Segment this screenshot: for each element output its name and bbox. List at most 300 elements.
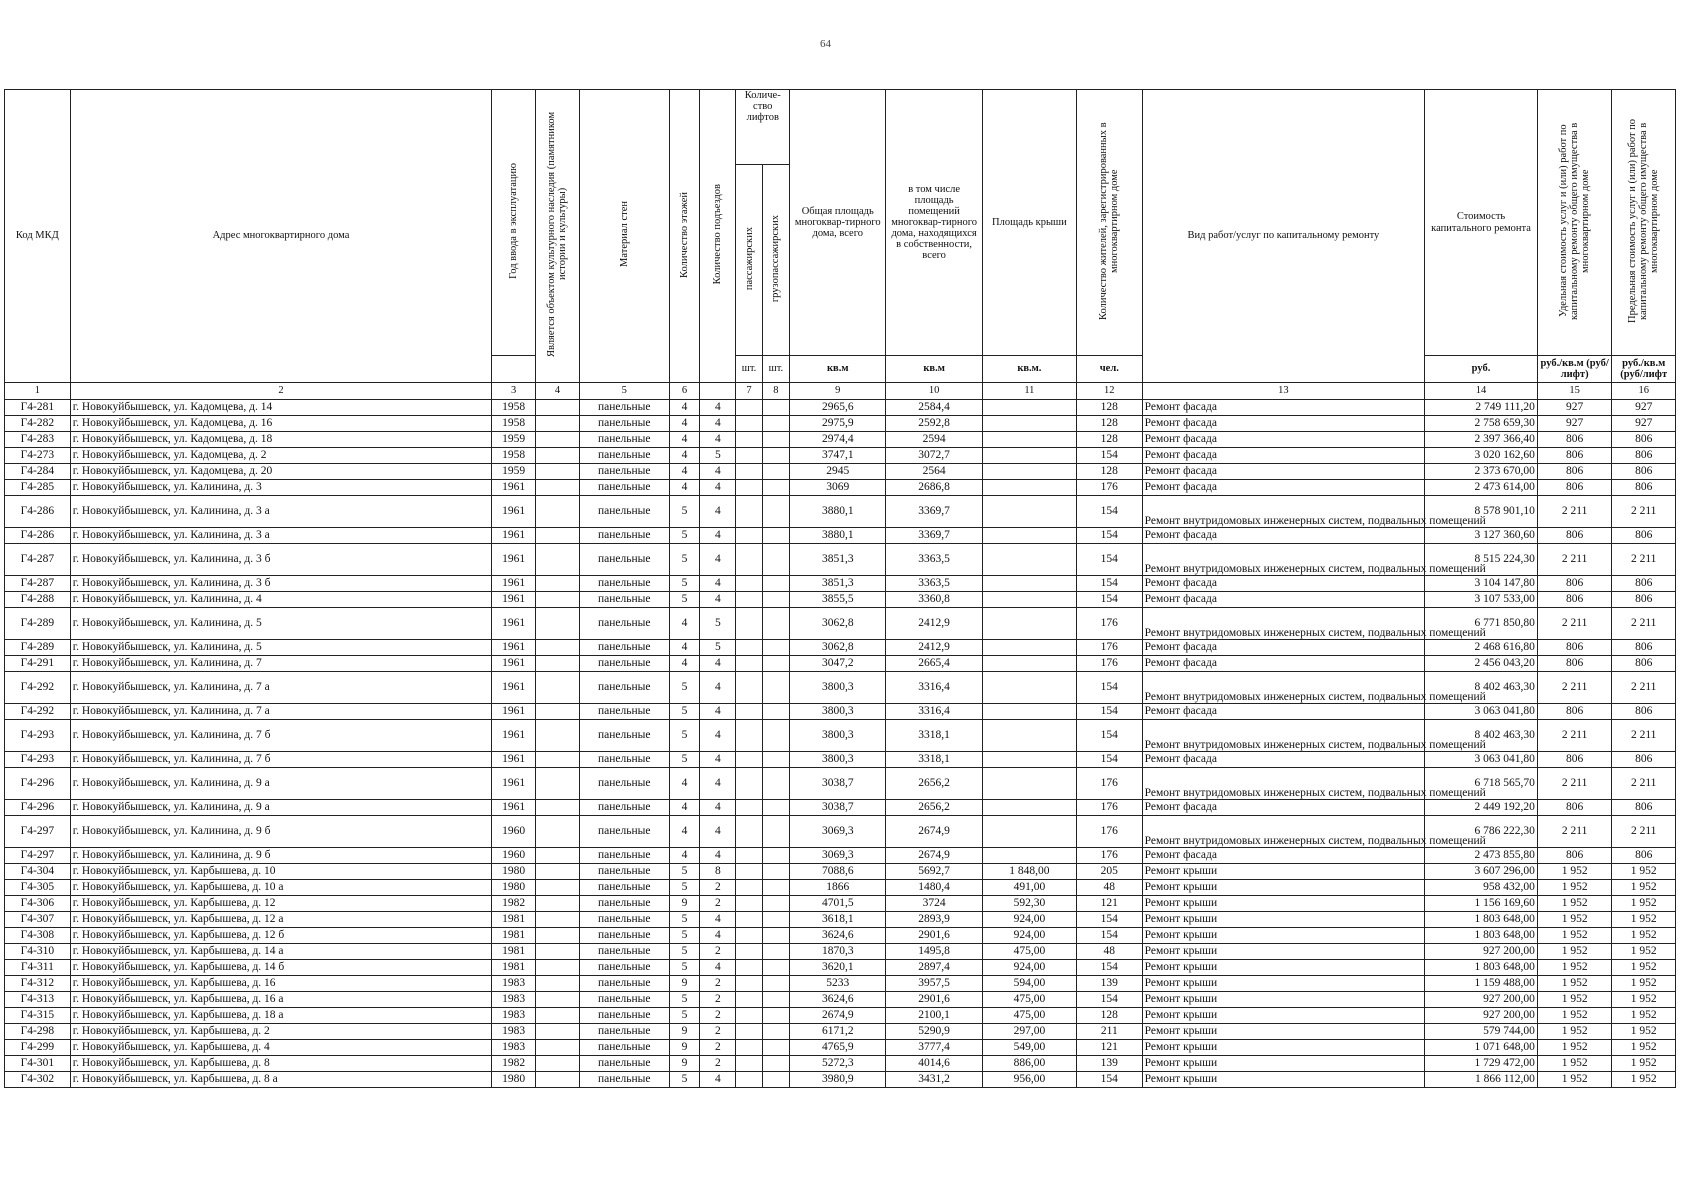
row-floors: 5	[669, 496, 700, 528]
row-total-area: 3980,9	[790, 1072, 886, 1088]
unit-pcs-1: шт.	[736, 356, 762, 383]
row-lifts-freight	[762, 928, 789, 944]
row-floors: 4	[669, 432, 700, 448]
row-entrances: 5	[700, 640, 736, 656]
row-entrances: 4	[700, 768, 736, 800]
row-owned-area: 2665,4	[886, 656, 982, 672]
row-roof-area	[982, 672, 1076, 704]
row-owned-area: 1495,8	[886, 944, 982, 960]
row-code: Г4-307	[5, 912, 71, 928]
table-row	[5, 656, 1676, 672]
row-heritage	[536, 992, 580, 1008]
row-max-cost: 1 952	[1612, 960, 1676, 976]
row-material: панельные	[579, 976, 669, 992]
row-entrances: 2	[700, 1024, 736, 1040]
row-material: панельные	[579, 1024, 669, 1040]
col-number: 4	[536, 383, 580, 400]
row-work-type: Ремонт фасада	[1142, 528, 1425, 544]
table-body	[5, 400, 1676, 1088]
row-max-cost: 806	[1612, 464, 1676, 480]
row-total-area: 3800,3	[790, 752, 886, 768]
row-lifts-freight	[762, 400, 789, 416]
table-row	[5, 1008, 1676, 1024]
row-year: 1961	[492, 656, 536, 672]
row-lifts-passenger	[736, 400, 762, 416]
table-row	[5, 912, 1676, 928]
row-residents: 139	[1076, 1056, 1142, 1072]
row-entrances: 4	[700, 704, 736, 720]
row-address: г. Новокуйбышевск, ул. Кадомцева, д. 16	[70, 416, 492, 432]
row-lifts-freight	[762, 592, 789, 608]
row-owned-area: 2594	[886, 432, 982, 448]
col-number: 8	[762, 383, 789, 400]
row-address: г. Новокуйбышевск, ул. Карбышева, д. 4	[70, 1040, 492, 1056]
row-roof-area	[982, 768, 1076, 800]
header-max-cost: Предельная стоимость услуг и (или) работ по капитальному ремонту общего имущества в многоквартирном доме	[1627, 118, 1661, 324]
page-number: 64	[820, 38, 831, 50]
row-entrances: 4	[700, 400, 736, 416]
row-max-cost: 2 211	[1612, 608, 1676, 640]
col-number: 5	[579, 383, 669, 400]
row-owned-area: 2897,4	[886, 960, 982, 976]
row-material: панельные	[579, 672, 669, 704]
row-unit-cost: 806	[1537, 480, 1611, 496]
row-cost: 1 071 648,00	[1425, 1040, 1538, 1056]
row-floors: 9	[669, 1040, 700, 1056]
row-entrances: 2	[700, 992, 736, 1008]
row-owned-area: 2412,9	[886, 640, 982, 656]
row-work-type: Ремонт фасада	[1142, 640, 1425, 656]
table-row	[5, 576, 1676, 592]
row-cost: 579 744,00	[1425, 1024, 1538, 1040]
table-row	[5, 416, 1676, 432]
row-roof-area: 475,00	[982, 1008, 1076, 1024]
row-cost: 8 402 463,30	[1425, 672, 1538, 704]
row-material: панельные	[579, 864, 669, 880]
row-cost: 3 020 162,60	[1425, 448, 1538, 464]
row-owned-area: 2656,2	[886, 768, 982, 800]
row-lifts-freight	[762, 880, 789, 896]
row-roof-area	[982, 608, 1076, 640]
row-floors: 5	[669, 1072, 700, 1088]
row-material: панельные	[579, 848, 669, 864]
row-heritage	[536, 464, 580, 480]
row-owned-area: 3957,5	[886, 976, 982, 992]
row-material: панельные	[579, 960, 669, 976]
row-floors: 5	[669, 1008, 700, 1024]
row-residents: 176	[1076, 640, 1142, 656]
row-cost: 927 200,00	[1425, 1008, 1538, 1024]
row-material: панельные	[579, 544, 669, 576]
row-total-area: 3038,7	[790, 768, 886, 800]
row-cost: 2 449 192,20	[1425, 800, 1538, 816]
row-max-cost: 806	[1612, 528, 1676, 544]
row-material: панельные	[579, 1072, 669, 1088]
row-material: панельные	[579, 432, 669, 448]
row-max-cost: 1 952	[1612, 944, 1676, 960]
row-code: Г4-312	[5, 976, 71, 992]
header-lifts: Количе-ство лифтов	[744, 90, 781, 124]
row-floors: 5	[669, 544, 700, 576]
row-roof-area	[982, 656, 1076, 672]
table-row	[5, 640, 1676, 656]
row-lifts-freight	[762, 496, 789, 528]
row-code: Г4-292	[5, 672, 71, 704]
row-code: Г4-308	[5, 928, 71, 944]
row-entrances: 2	[700, 944, 736, 960]
row-lifts-passenger	[736, 816, 762, 848]
row-address: г. Новокуйбышевск, ул. Карбышева, д. 18 а	[70, 1008, 492, 1024]
row-address: г. Новокуйбышевск, ул. Калинина, д. 3	[70, 480, 492, 496]
table-row	[5, 816, 1676, 848]
row-roof-area: 594,00	[982, 976, 1076, 992]
row-floors: 4	[669, 608, 700, 640]
header-owned-area: в том числе площадь помещений многоквар-тирного дома, находящихся в собственности, всего	[891, 183, 977, 262]
header-heritage: Является объектом культурного наследия (памятником истории и культуры)	[546, 111, 569, 358]
row-heritage	[536, 848, 580, 864]
row-address: г. Новокуйбышевск, ул. Кадомцева, д. 2	[70, 448, 492, 464]
row-unit-cost: 806	[1537, 656, 1611, 672]
row-heritage	[536, 656, 580, 672]
row-year: 1982	[492, 1056, 536, 1072]
row-address: г. Новокуйбышевск, ул. Калинина, д. 3 б	[70, 544, 492, 576]
row-year: 1980	[492, 880, 536, 896]
row-total-area: 3880,1	[790, 496, 886, 528]
row-owned-area: 3363,5	[886, 544, 982, 576]
row-lifts-passenger	[736, 544, 762, 576]
row-total-area: 3747,1	[790, 448, 886, 464]
row-owned-area: 3369,7	[886, 496, 982, 528]
row-code: Г4-288	[5, 592, 71, 608]
row-lifts-passenger	[736, 672, 762, 704]
row-residents: 128	[1076, 400, 1142, 416]
row-roof-area: 475,00	[982, 944, 1076, 960]
row-floors: 5	[669, 672, 700, 704]
row-heritage	[536, 1040, 580, 1056]
row-roof-area	[982, 720, 1076, 752]
row-lifts-passenger	[736, 656, 762, 672]
row-unit-cost: 1 952	[1537, 992, 1611, 1008]
row-work-type: Ремонт крыши	[1142, 896, 1425, 912]
row-total-area: 1870,3	[790, 944, 886, 960]
row-total-area: 3800,3	[790, 704, 886, 720]
row-unit-cost: 2 211	[1537, 816, 1611, 848]
header-lifts-passenger: пассажирских	[743, 226, 755, 291]
row-entrances: 4	[700, 528, 736, 544]
row-heritage	[536, 576, 580, 592]
row-max-cost: 806	[1612, 448, 1676, 464]
row-year: 1960	[492, 816, 536, 848]
row-code: Г4-284	[5, 464, 71, 480]
row-cost: 2 473 855,80	[1425, 848, 1538, 864]
row-lifts-passenger	[736, 592, 762, 608]
header-residents: Количество жителей, зарегистрированных в многоквартирном доме	[1098, 122, 1121, 320]
row-residents: 154	[1076, 960, 1142, 976]
row-material: панельные	[579, 464, 669, 480]
row-address: г. Новокуйбышевск, ул. Карбышева, д. 12 б	[70, 928, 492, 944]
row-entrances: 2	[700, 976, 736, 992]
row-total-area: 3069,3	[790, 848, 886, 864]
row-max-cost: 1 952	[1612, 1056, 1676, 1072]
unit-pcs-2: шт.	[762, 356, 789, 383]
row-work-type: Ремонт фасада	[1142, 800, 1425, 816]
row-cost: 2 473 614,00	[1425, 480, 1538, 496]
row-material: панельные	[579, 704, 669, 720]
row-address: г. Новокуйбышевск, ул. Кадомцева, д. 18	[70, 432, 492, 448]
row-unit-cost: 1 952	[1537, 960, 1611, 976]
row-roof-area: 1 848,00	[982, 864, 1076, 880]
row-unit-cost: 806	[1537, 752, 1611, 768]
header-floors: Количество этажей	[678, 191, 690, 278]
row-work-type: Ремонт внутридомовых инженерных систем, подвальных помещений	[1142, 672, 1425, 704]
row-material: панельные	[579, 992, 669, 1008]
row-work-type: Ремонт фасада	[1142, 848, 1425, 864]
row-heritage	[536, 752, 580, 768]
table-row	[5, 480, 1676, 496]
row-address: г. Новокуйбышевск, ул. Калинина, д. 3 а	[70, 496, 492, 528]
row-heritage	[536, 928, 580, 944]
table-row	[5, 848, 1676, 864]
row-heritage	[536, 672, 580, 704]
row-code: Г4-292	[5, 704, 71, 720]
row-cost: 958 432,00	[1425, 880, 1538, 896]
row-entrances: 2	[700, 1056, 736, 1072]
row-entrances: 4	[700, 432, 736, 448]
row-address: г. Новокуйбышевск, ул. Карбышева, д. 12	[70, 896, 492, 912]
row-work-type: Ремонт внутридомовых инженерных систем, подвальных помещений	[1142, 544, 1425, 576]
row-owned-area: 2893,9	[886, 912, 982, 928]
row-address: г. Новокуйбышевск, ул. Карбышева, д. 14 б	[70, 960, 492, 976]
row-total-area: 7088,6	[790, 864, 886, 880]
row-entrances: 2	[700, 1008, 736, 1024]
row-lifts-passenger	[736, 896, 762, 912]
row-owned-area: 3360,8	[886, 592, 982, 608]
row-residents: 154	[1076, 672, 1142, 704]
row-unit-cost: 1 952	[1537, 1024, 1611, 1040]
row-roof-area: 592,30	[982, 896, 1076, 912]
row-material: панельные	[579, 944, 669, 960]
col-number: 7	[736, 383, 762, 400]
row-heritage	[536, 592, 580, 608]
row-residents: 154	[1076, 704, 1142, 720]
row-residents: 205	[1076, 864, 1142, 880]
row-address: г. Новокуйбышевск, ул. Карбышева, д. 8	[70, 1056, 492, 1072]
row-cost: 3 127 360,60	[1425, 528, 1538, 544]
row-lifts-passenger	[736, 960, 762, 976]
row-work-type: Ремонт фасада	[1142, 704, 1425, 720]
row-work-type: Ремонт крыши	[1142, 928, 1425, 944]
row-unit-cost: 806	[1537, 800, 1611, 816]
row-lifts-passenger	[736, 1024, 762, 1040]
row-year: 1961	[492, 544, 536, 576]
row-work-type: Ремонт фасада	[1142, 480, 1425, 496]
row-residents: 176	[1076, 848, 1142, 864]
row-lifts-passenger	[736, 1056, 762, 1072]
row-lifts-freight	[762, 544, 789, 576]
row-heritage	[536, 704, 580, 720]
row-work-type: Ремонт крыши	[1142, 1056, 1425, 1072]
row-cost: 3 063 041,80	[1425, 752, 1538, 768]
row-owned-area: 3318,1	[886, 752, 982, 768]
row-total-area: 3800,3	[790, 720, 886, 752]
row-lifts-passenger	[736, 704, 762, 720]
unit-year	[492, 356, 536, 383]
row-code: Г4-305	[5, 880, 71, 896]
table-row	[5, 544, 1676, 576]
row-cost: 8 402 463,30	[1425, 720, 1538, 752]
row-lifts-freight	[762, 864, 789, 880]
table-row	[5, 496, 1676, 528]
row-material: панельные	[579, 576, 669, 592]
row-residents: 176	[1076, 480, 1142, 496]
row-roof-area	[982, 704, 1076, 720]
row-address: г. Новокуйбышевск, ул. Калинина, д. 5	[70, 608, 492, 640]
row-unit-cost: 1 952	[1537, 1072, 1611, 1088]
table-row	[5, 800, 1676, 816]
row-roof-area	[982, 800, 1076, 816]
row-floors: 4	[669, 816, 700, 848]
row-residents: 121	[1076, 1040, 1142, 1056]
row-total-area: 3624,6	[790, 928, 886, 944]
row-entrances: 4	[700, 720, 736, 752]
row-code: Г4-310	[5, 944, 71, 960]
row-total-area: 3069	[790, 480, 886, 496]
row-lifts-freight	[762, 1056, 789, 1072]
row-year: 1958	[492, 416, 536, 432]
row-max-cost: 1 952	[1612, 928, 1676, 944]
row-roof-area	[982, 544, 1076, 576]
row-code: Г4-297	[5, 816, 71, 848]
row-address: г. Новокуйбышевск, ул. Калинина, д. 4	[70, 592, 492, 608]
row-work-type: Ремонт крыши	[1142, 992, 1425, 1008]
row-lifts-freight	[762, 528, 789, 544]
row-floors: 4	[669, 848, 700, 864]
row-owned-area: 3072,7	[886, 448, 982, 464]
col-number: 13	[1142, 383, 1425, 400]
row-year: 1958	[492, 400, 536, 416]
row-floors: 9	[669, 1024, 700, 1040]
row-address: г. Новокуйбышевск, ул. Карбышева, д. 12 а	[70, 912, 492, 928]
row-address: г. Новокуйбышевск, ул. Калинина, д. 7 а	[70, 704, 492, 720]
row-floors: 5	[669, 928, 700, 944]
row-lifts-freight	[762, 1072, 789, 1088]
row-cost: 6 786 222,30	[1425, 816, 1538, 848]
unit-unit-cost: руб./кв.м (руб/лифт)	[1537, 356, 1611, 383]
row-address: г. Новокуйбышевск, ул. Калинина, д. 5	[70, 640, 492, 656]
row-lifts-passenger	[736, 608, 762, 640]
row-heritage	[536, 960, 580, 976]
row-year: 1958	[492, 448, 536, 464]
row-heritage	[536, 1072, 580, 1088]
row-cost: 8 515 224,30	[1425, 544, 1538, 576]
row-floors: 5	[669, 704, 700, 720]
row-material: панельные	[579, 640, 669, 656]
row-material: панельные	[579, 1008, 669, 1024]
row-residents: 154	[1076, 544, 1142, 576]
row-work-type: Ремонт фасада	[1142, 464, 1425, 480]
row-year: 1961	[492, 608, 536, 640]
row-owned-area: 5290,9	[886, 1024, 982, 1040]
row-lifts-freight	[762, 672, 789, 704]
row-max-cost: 1 952	[1612, 976, 1676, 992]
row-unit-cost: 927	[1537, 416, 1611, 432]
row-year: 1961	[492, 720, 536, 752]
row-entrances: 4	[700, 496, 736, 528]
row-heritage	[536, 416, 580, 432]
row-code: Г4-283	[5, 432, 71, 448]
row-residents: 121	[1076, 896, 1142, 912]
row-address: г. Новокуйбышевск, ул. Карбышева, д. 2	[70, 1024, 492, 1040]
row-entrances: 4	[700, 848, 736, 864]
row-owned-area: 3316,4	[886, 704, 982, 720]
header-address: Адрес многоквартирного дома	[70, 90, 492, 383]
row-owned-area: 2656,2	[886, 800, 982, 816]
row-entrances: 4	[700, 816, 736, 848]
row-roof-area	[982, 496, 1076, 528]
row-max-cost: 806	[1612, 576, 1676, 592]
row-code: Г4-306	[5, 896, 71, 912]
row-residents: 154	[1076, 752, 1142, 768]
row-unit-cost: 1 952	[1537, 976, 1611, 992]
col-number: 10	[886, 383, 982, 400]
header-entrances: Количество подъездов	[712, 184, 724, 285]
row-material: панельные	[579, 1056, 669, 1072]
row-residents: 128	[1076, 432, 1142, 448]
table-row	[5, 400, 1676, 416]
row-total-area: 3880,1	[790, 528, 886, 544]
row-total-area: 3855,5	[790, 592, 886, 608]
row-owned-area: 3318,1	[886, 720, 982, 752]
col-number: 15	[1537, 383, 1611, 400]
row-heritage	[536, 880, 580, 896]
row-residents: 154	[1076, 992, 1142, 1008]
row-max-cost: 1 952	[1612, 1024, 1676, 1040]
col-number: 11	[982, 383, 1076, 400]
row-entrances: 4	[700, 480, 736, 496]
row-unit-cost: 2 211	[1537, 672, 1611, 704]
row-roof-area: 886,00	[982, 1056, 1076, 1072]
row-total-area: 2975,9	[790, 416, 886, 432]
row-address: г. Новокуйбышевск, ул. Калинина, д. 7	[70, 656, 492, 672]
row-lifts-freight	[762, 800, 789, 816]
row-code: Г4-311	[5, 960, 71, 976]
row-floors: 5	[669, 592, 700, 608]
row-code: Г4-291	[5, 656, 71, 672]
row-unit-cost: 2 211	[1537, 768, 1611, 800]
row-max-cost: 1 952	[1612, 880, 1676, 896]
row-max-cost: 806	[1612, 432, 1676, 448]
row-cost: 1 803 648,00	[1425, 912, 1538, 928]
row-material: панельные	[579, 720, 669, 752]
row-owned-area: 2564	[886, 464, 982, 480]
row-lifts-passenger	[736, 848, 762, 864]
row-entrances: 2	[700, 880, 736, 896]
table-row	[5, 592, 1676, 608]
row-year: 1961	[492, 752, 536, 768]
row-floors: 5	[669, 944, 700, 960]
row-material: панельные	[579, 800, 669, 816]
header-code: Код МКД	[5, 90, 71, 383]
row-heritage	[536, 400, 580, 416]
row-heritage	[536, 944, 580, 960]
row-work-type: Ремонт фасада	[1142, 448, 1425, 464]
row-lifts-passenger	[736, 480, 762, 496]
unit-max-cost: руб./кв.м (руб/лифт	[1612, 356, 1676, 383]
row-total-area: 5233	[790, 976, 886, 992]
row-lifts-passenger	[736, 928, 762, 944]
row-year: 1961	[492, 496, 536, 528]
row-heritage	[536, 640, 580, 656]
